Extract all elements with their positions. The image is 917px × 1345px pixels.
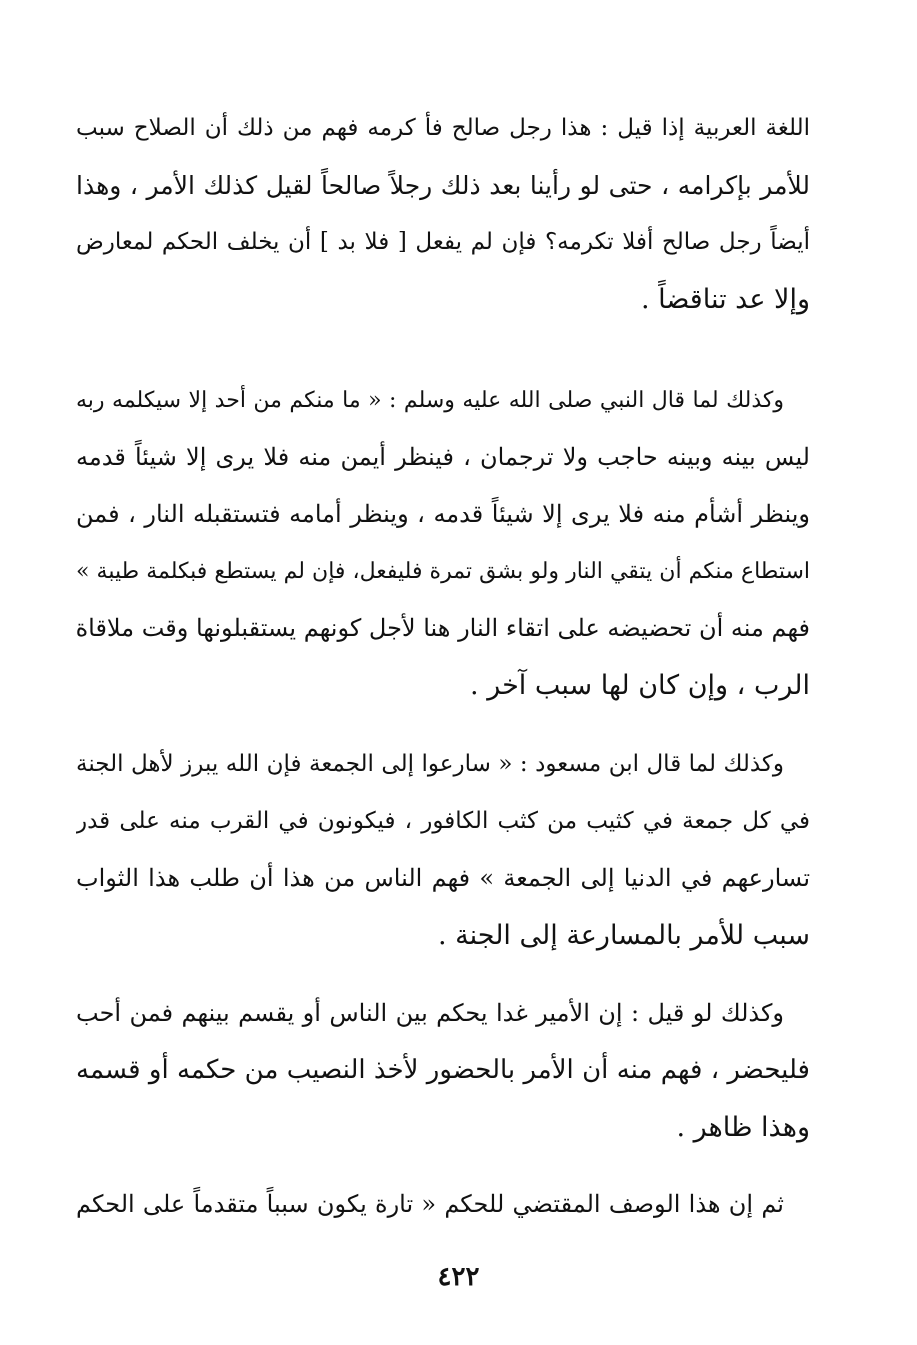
text-line: سبب للأمر بالمسارعة إلى الجنة . — [437, 920, 810, 951]
text-line: تسارعهم في الدنيا إلى الجمعة » فهم الناس من هذا أن طلب هذا الثواب — [76, 864, 810, 892]
text-line: أيضاً رجل صالح أفلا تكرمه؟ فإن لم يفعل [ فلا بد ] أن يخلف الحكم لمعارض — [76, 229, 810, 255]
text-line: فهم منه أن تحضيضه على اتقاء النار هنا لأجل كونهم يستقبلونها وقت ملاقاة — [76, 614, 810, 642]
text-line: اللغة العربية إذا قيل : هذا رجل صالح فأ كرمه فهم من ذلك أن الصلاح سبب — [76, 115, 810, 141]
text-line: الرب ، وإن كان لها سبب آخر . — [470, 670, 810, 701]
paragraph-4 — [76, 985, 810, 1156]
text-line: في كل جمعة في كثيب من كثب الكافور ، فيكونون في القرب منه على قدر — [76, 808, 810, 834]
paragraph-2 — [76, 372, 810, 714]
text-line: وكذلك لما قال ابن مسعود : « سارعوا إلى الجمعة فإن الله يبرز لأهل الجنة — [76, 751, 784, 777]
text-line: وهذا ظاهر . — [676, 1112, 810, 1143]
text-line: فليحضر ، فهم منه أن الأمر بالحضور لأخذ النصيب من حكمه أو قسمه — [76, 1055, 810, 1085]
page-number: ٤٢٢ — [437, 1262, 480, 1292]
paragraph-5 — [76, 1176, 810, 1233]
paragraph-3 — [76, 736, 810, 964]
text-line: وكذلك لما قال النبي صلى الله عليه وسلم : « ما منكم من أحد إلا سيكلمه ربه — [76, 388, 784, 413]
text-line: استطاع منكم أن يتقي النار ولو بشق تمرة فليفعل، فإن لم يستطع فبكلمة طيبة » — [76, 559, 810, 584]
text-line: ثم إن هذا الوصف المقتضي للحكم « تارة يكون سبباً متقدماً على الحكم — [76, 1190, 784, 1218]
paragraph-1 — [76, 100, 810, 328]
text-line: وينظر أشأم منه فلا يرى إلا شيئاً قدمه ، وينظر أمامه فتستقبله النار ، فمن — [76, 500, 810, 528]
text-line: ليس بينه وبينه حاجب ولا ترجمان ، فينظر أيمن منه فلا يرى إلا شيئاً قدمه — [76, 443, 810, 471]
text-line: وكذلك لو قيل : إن الأمير غدا يحكم بين الناس أو يقسم بينهم فمن أحب — [76, 999, 784, 1027]
text-line: وإلا عد تناقضاً . — [641, 284, 810, 315]
text-line: للأمر بإكرامه ، حتى لو رأينا بعد ذلك رجلاً صالحاً لقيل كذلك الأمر ، وهذا — [76, 171, 810, 200]
